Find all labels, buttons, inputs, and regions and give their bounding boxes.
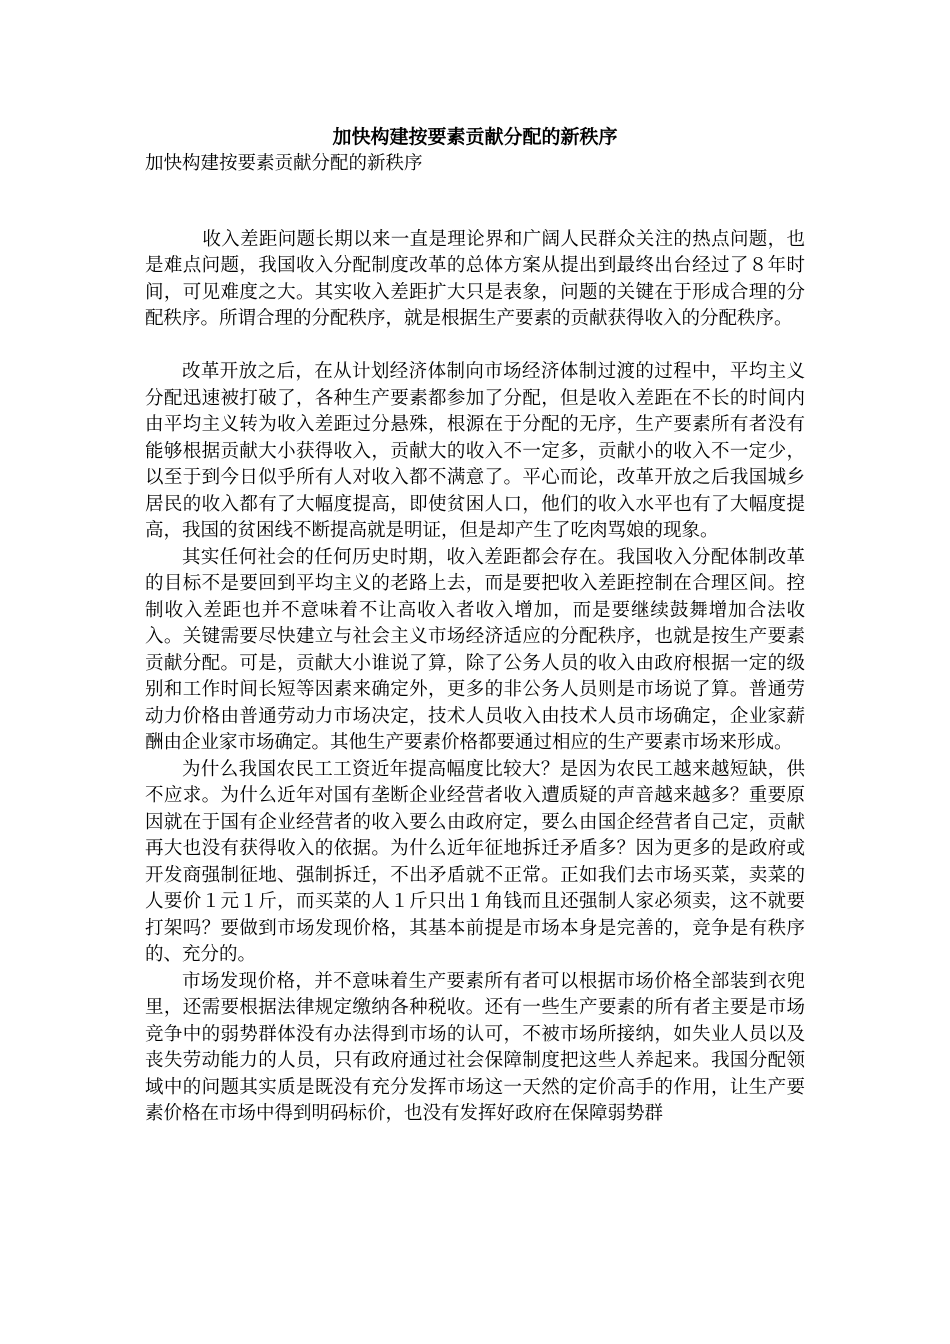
paragraph-4: 为什么我国农民工工资近年提高幅度比较大？是因为农民工越来越短缺，供不应求。为什么近年对国有垄断企业经营者收入遭质疑的声音越来越多？重要原因就在于国有企业经营者的收入要么由政府定，要么由国企经营者自己定，贡献再大也没有获得收入的依据。为什么近年征地拆迁矛盾多？因为更多的是政府或开发商强制征地、强制拆迁，不出矛盾就不正常。正如我们去市场买菜，卖菜的人要价１元１斤，而买菜的人１斤只出１角钱而且还强制人家必须卖，这不就要打架吗？要做到市场发现价格，其基本前提是市场本身是完善的，竞争是有秩序的、充分的。: [145, 758, 805, 965]
paragraph-2: 改革开放之后，在从计划经济体制向市场经济体制过渡的过程中，平均主义分配迅速被打破了，各种生产要素都参加了分配，但是收入差距在不长的时间内由平均主义转为收入差距过分悬殊，根源在于分配的无序，生产要素所有者没有能够根据贡献大小获得收入，贡献大的收入不一定多，贡献小的收入不一定少，以至于到今日似乎所有人对收入都不满意了。平心而论，改革开放之后我国城乡居民的收入都有了大幅度提高，即使贫困人口，他们的收入水平也有了大幅度提高，我国的贫困线不断提高就是明证，但是却产生了吃肉骂娘的现象。: [145, 361, 805, 541]
blank-line: [145, 200, 805, 227]
paragraph-1: 收入差距问题长期以来一直是理论界和广阔人民群众关注的热点问题，也是难点问题，我国收入分配制度改革的总体方案从提出到最终出台经过了８年时间，可见难度之大。其实收入差距扩大只是表象，问题的关键在于形成合理的分配秩序。所谓合理的分配秩序，就是根据生产要素的贡献获得收入的分配秩序。: [145, 228, 805, 329]
document-body: [145, 200, 805, 1128]
document-title: 加快构建按要素贡献分配的新秩序: [332, 126, 618, 148]
paragraph-5: 市场发现价格，并不意味着生产要素所有者可以根据市场价格全部装到衣兜里，还需要根据法律规定缴纳各种税收。还有一些生产要素的所有者主要是市场竞争中的弱势群体没有办法得到市场的认可，不被市场所接纳，如失业人员以及丧失劳动能力的人员，只有政府通过社会保障制度把这些人养起来。我国分配领域中的问题其实质是既没有充分发挥市场这一天然的定价高手的作用，让生产要素价格在市场中得到明码标价，也没有发挥好政府在保障弱势群: [145, 970, 805, 1124]
document-subtitle: 加快构建按要素贡献分配的新秩序: [145, 153, 423, 174]
paragraph-3: 其实任何社会的任何历史时期，收入差距都会存在。我国收入分配体制改革的目标不是要回到平均主义的老路上去，而是要把收入差距控制在合理区间。控制收入差距也并不意味着不让高收入者收入增加，而是要继续鼓舞增加合法收入。关键需要尽快建立与社会主义市场经济适应的分配秩序，也就是按生产要素贡献分配。可是，贡献大小谁说了算，除了公务人员的收入由政府根据一定的级别和工作时间长短等因素来确定外，更多的非公务人员则是市场说了算。普通劳动力价格由普通劳动力市场决定，技术人员收入由技术人员市场确定，企业家薪酬由企业家市场确定。其他生产要素价格都要通过相应的生产要素市场来形成。: [145, 546, 805, 753]
blank-line: [145, 333, 805, 360]
